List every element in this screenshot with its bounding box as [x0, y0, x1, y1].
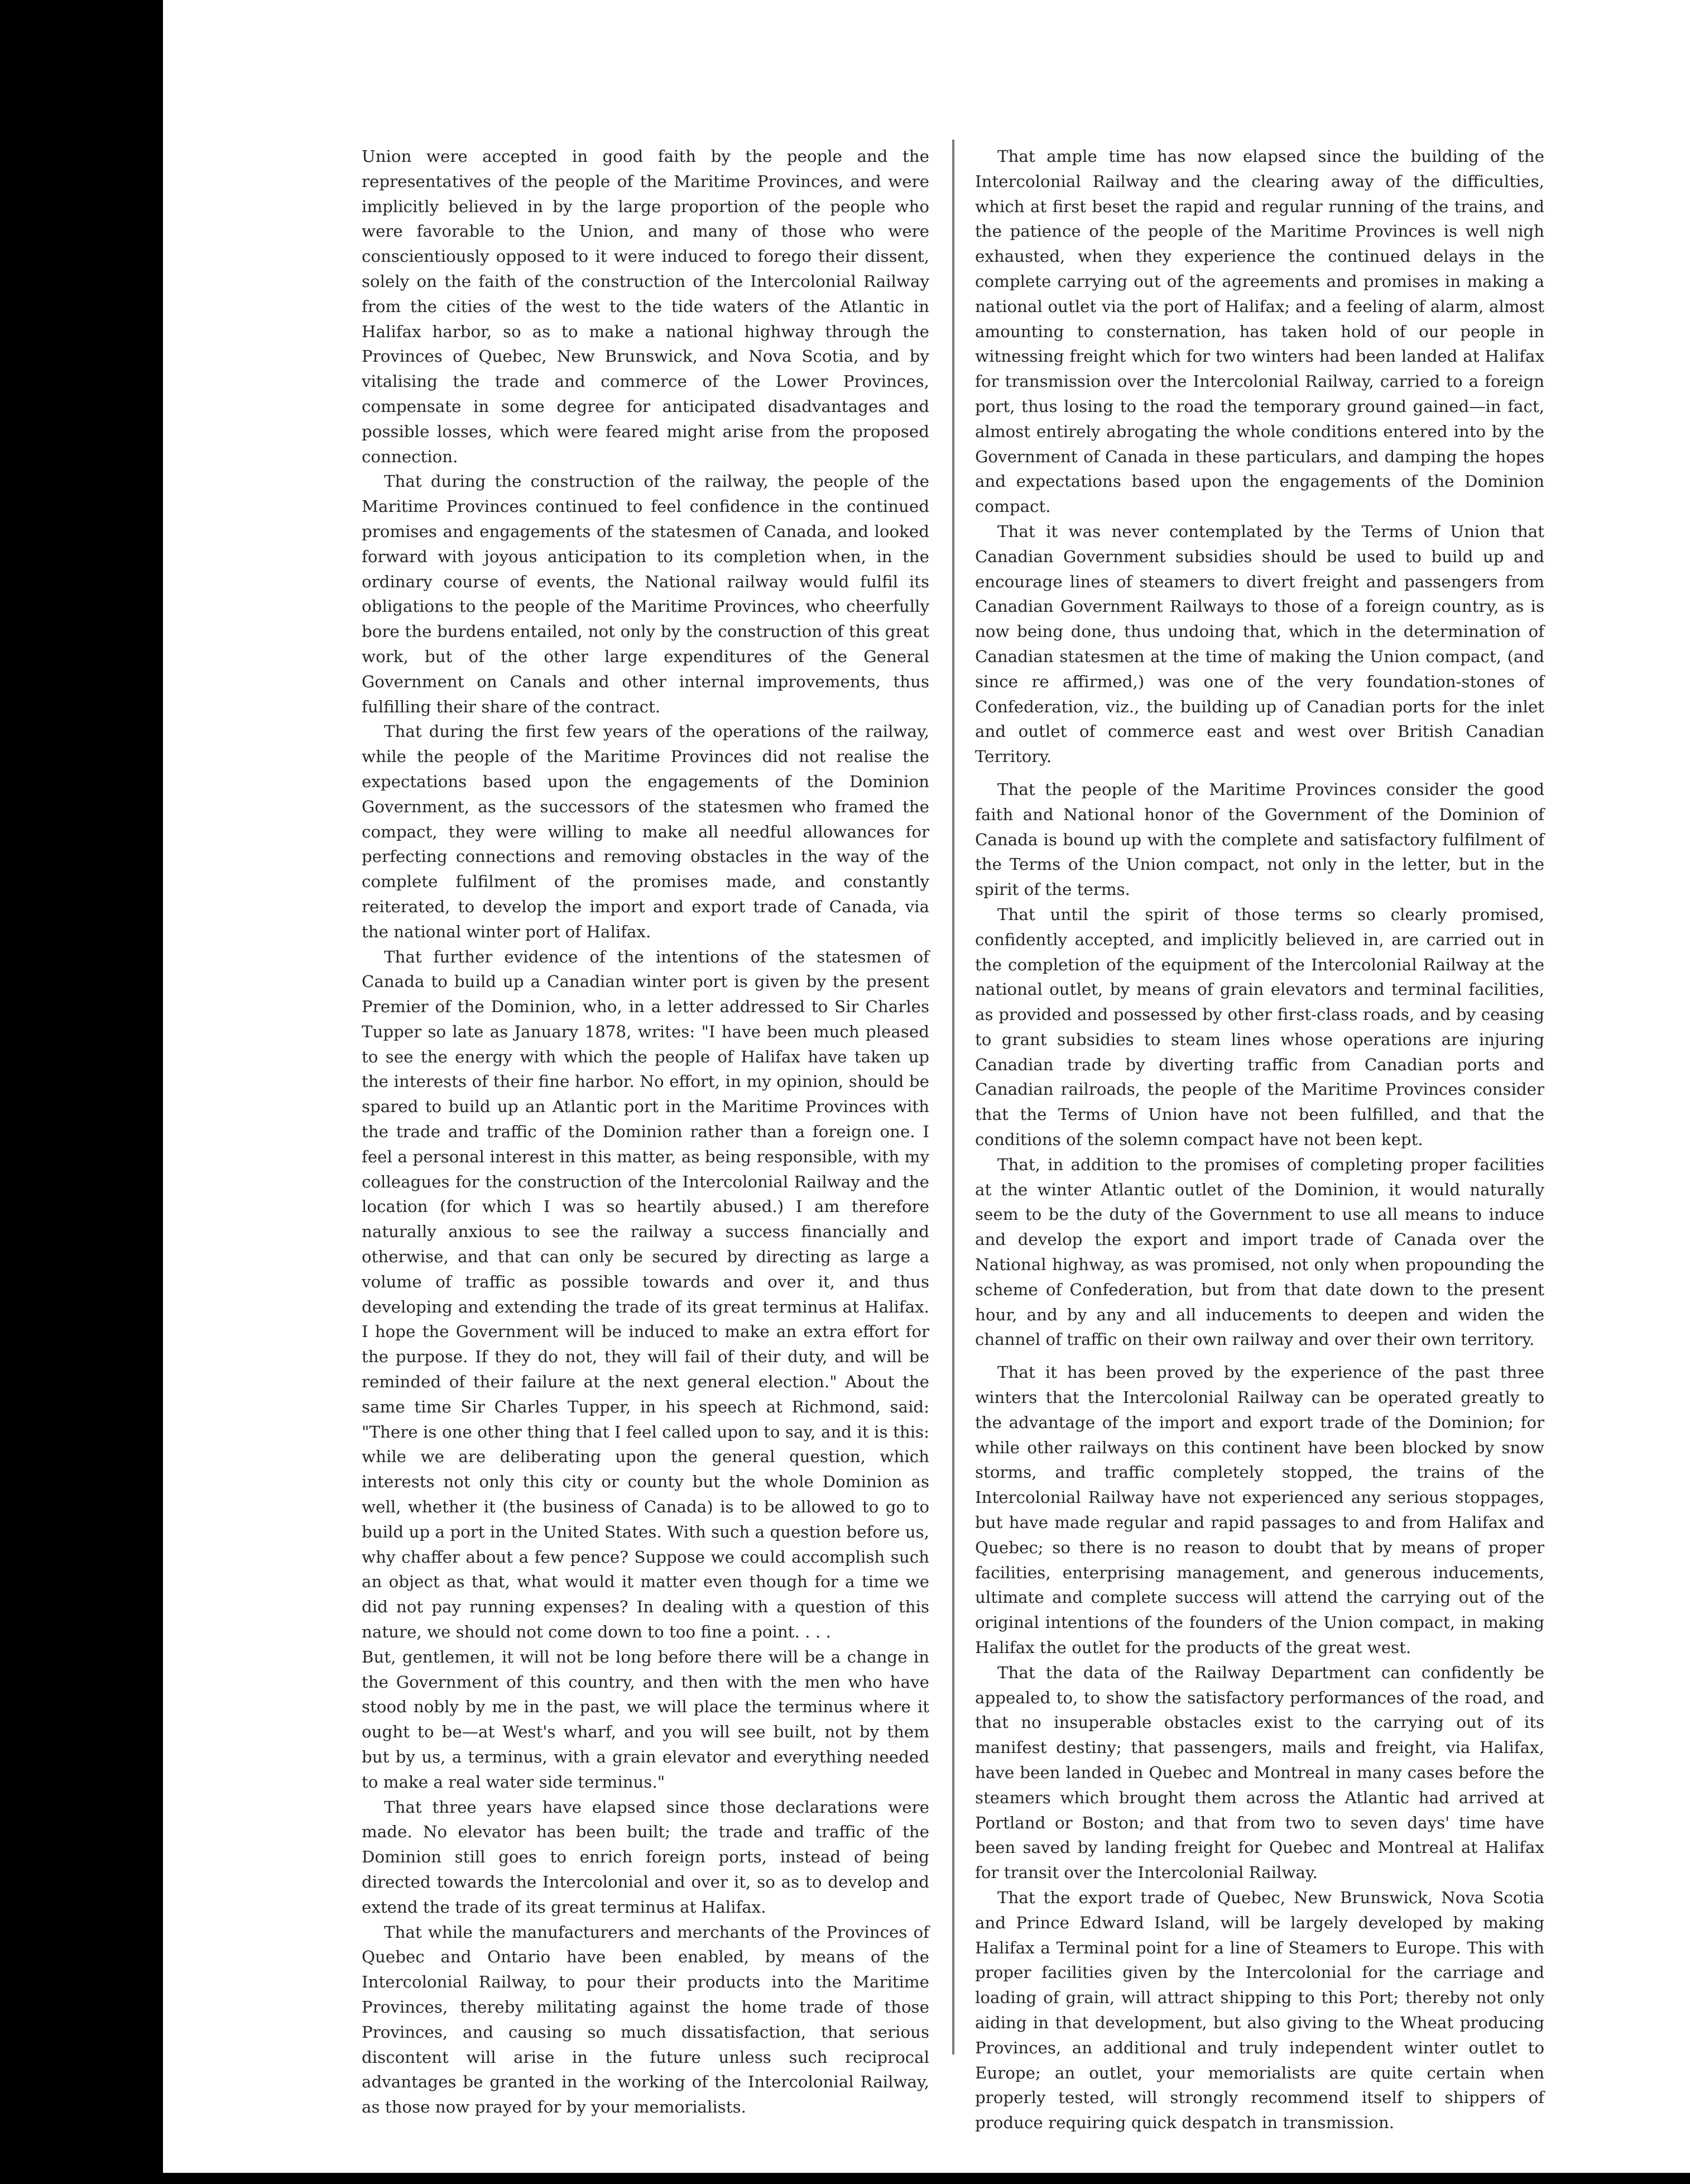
document-page	[163, 0, 1690, 2173]
paragraph: That while the manufacturers and merchants of the Provinces of Quebec and Ontario have been enabled, by means of the Intercolonial Railway, to pour their products into the Maritime Provinces, thereby militating against the home trade of those Provinces, and causing so much dissatisfaction, that serious discontent will arise in the future unless such reciprocal advantages be granted in the working of the Intercolonial Railway, as those now prayed for by your memorialists.	[362, 1922, 929, 2117]
paragraph: That the people of the Maritime Provinces consider the good faith and National honor of the Government of the Dominion of Canada is bound up with the complete and satisfactory fulfilment of the Terms of the Union compact, not only in the letter, but in the spirit of the terms.	[975, 779, 1544, 899]
paragraph: Union were accepted in good faith by the people and the representatives of the people of the Maritime Provinces, and were implicitly believed in by the large proportion of the people who were favorable to the Union, and many of those who were conscientiously opposed to it were induced to forego their dissent, solely on the faith of the construction of the Intercolonial Railway from the cities of the west to the tide waters of the Atlantic in Halifax harbor, so as to make a national highway through the Provinces of Quebec, New Brunswick, and Nova Scotia, and by vitalising the trade and commerce of the Lower Provinces, compensate in some degree for anticipated disadvantages and possible losses, which were feared might arise from the proposed connection.	[362, 147, 929, 466]
paragraph: That the data of the Railway Department can confidently be appealed to, to show the satisfactory performances of the road, and that no insuperable obstacles exist to the carrying out of its manifest destiny; that passengers, mails and freight, via Halifax, have been landed in Quebec and Montreal in many cases before the steamers which brought them across the Atlantic had arrived at Portland or Boston; and that from two to seven days' time have been saved by landing freight for Quebec and Montreal at Halifax for transit over the Intercolonial Railway.	[975, 1663, 1544, 1883]
paragraph: That three years have elapsed since those declarations were made. No elevator has been built; the trade and traffic of the Dominion still goes to enrich foreign ports, instead of being directed towards the Intercolonial and over it, so as to develop and extend the trade of its great terminus at Halifax.	[362, 1797, 929, 1917]
left-column	[362, 144, 929, 2120]
paragraph: That during the construction of the railway, the people of the Maritime Provinces continued to feel confidence in the continued promises and engagements of the statesmen of Canada, and looked forward with joyous anticipation to its completion when, in the ordinary course of events, the National railway would fulfil its obligations to the people of the Maritime Provinces, who cheerfully bore the burdens entailed, not only by the construction of this great work, but of the other large expenditures of the General Government on Canals and other internal improvements, thus fulfilling their share of the contract.	[362, 472, 929, 716]
paragraph: That further evidence of the intentions of the statesmen of Canada to build up a Canadian winter port is given by the present Premier of the Dominion, who, in a letter addressed to Sir Charles Tupper so late as January 1878, writes: "I have been much pleased to see the energy with which the people of Halifax have taken up the interests of their fine harbor. No effort, in my opinion, should be spared to build up an Atlantic port in the Maritime Provinces with the trade and traffic of the Dominion rather than a foreign one. I feel a personal interest in this matter, as being responsible, with my colleagues for the construction of the Intercolonial Railway and the location (for which I was so heartily abused.) I am therefore naturally anxious to see the railway a success financially and otherwise, and that can only be secured by directing as large a volume of traffic as possible towards and over it, and thus developing and extending the trade of its great terminus at Halifax. I hope the Government will be induced to make an extra effort for the purpose. If they do not, they will fail of their duty, and will be reminded of their failure at the next general election." About the same time Sir Charles Tupper, in his speech at Richmond, said: "There is one other thing that I feel called upon to say, and it is this: while we are deliberating upon the general question, which interests not only this city or county but the whole Dominion as well, whether it (the business of Canada) is to be allowed to go to build up a port in the United States. With such a question before us, why chaffer about a few pence? Suppose we could accomplish such an object as that, what would it matter even though for a time we did not pay running expenses? In dealing with a question of this nature, we should not come down to too fine a point. . . .	[362, 947, 929, 1642]
paragraph: That it was never contemplated by the Terms of Union that Canadian Government subsidies should be used to build up and encourage lines of steamers to divert freight and passengers from Canadian Government Railways to those of a foreign country, as is now being done, thus undoing that, which in the determination of Canadian statesmen at the time of making the Union compact, (and since re affirmed,) was one of the very foundation-stones of Confederation, viz., the building up of Canadian ports for the inlet and outlet of commerce east and west over British Canadian Territory.	[975, 521, 1544, 767]
paragraph: That the export trade of Quebec, New Brunswick, Nova Scotia and Prince Edward Island, will be largely developed by making Halifax a Terminal point for a line of Steamers to Europe. This with proper facilities given by the Intercolonial for the carriage and loading of grain, will attract shipping to this Port; thereby not only aiding in that development, but also giving to the Wheat producing Provinces, an additional and truly independent winter outlet to Europe; an outlet, your memorialists are quite certain when properly tested, will strongly recommend itself to shippers of produce requiring quick despatch in transmission.	[975, 1888, 1544, 2133]
paragraph: But, gentlemen, it will not be long before there will be a change in the Government of this country, and then with the men who have stood nobly by me in the past, we will place the terminus where it ought to be—at West's wharf, and you will see built, not by them but by us, a terminus, with a grain elevator and everything needed to make a real water side terminus."	[362, 1647, 929, 1792]
paragraph: That it has been proved by the experience of the past three winters that the Intercolonial Railway can be operated greatly to the advantage of the import and export trade of the Dominion; for while other railways on this continent have been blocked by snow storms, and traffic completely stopped, the trains of the Intercolonial Railway have not experienced any serious stoppages, but have made regular and rapid passages to and from Halifax and Quebec; so there is no reason to doubt that by means of proper facilities, enterprising management, and generous inducements, ultimate and complete success will attend the carrying out of the original intentions of the founders of the Union compact, in making Halifax the outlet for the products of the great west.	[975, 1363, 1544, 1658]
paragraph: That during the first few years of the operations of the railway, while the people of the Maritime Provinces did not realise the expectations based upon the engagements of the Dominion Government, as the successors of the statesmen who framed the compact, they were willing to make all needful allowances for perfecting connections and removing obstacles in the way of the complete fulfilment of the promises made, and constantly reiterated, to develop the import and export trade of Canada, via the national winter port of Halifax.	[362, 722, 929, 941]
paragraph: That ample time has now elapsed since the building of the Intercolonial Railway and the clearing away of the difficulties, which at first beset the rapid and regular running of the trains, and the patience of the people of the Maritime Provinces is well nigh exhausted, when they experience the continued delays in the complete carrying out of the agreements and promises in making a national outlet via the port of Halifax; and a feeling of alarm, almost amounting to consternation, has taken hold of our people in witnessing freight which for two winters had been landed at Halifax for transmission over the Intercolonial Railway, carried to a foreign port, thus losing to the road the temporary ground gained—in fact, almost entirely abrogating the whole conditions entered into by the Government of Canada in these particulars, and damping the hopes and expectations based upon the engagements of the Dominion compact.	[975, 147, 1544, 516]
paragraph: That until the spirit of those terms so clearly promised, confidently accepted, and implicitly believed in, are carried out in the completion of the equipment of the Intercolonial Railway at the national outlet, by means of grain elevators and terminal facilities, as provided and possessed by other first-class roads, and by ceasing to grant subsidies to steam lines whose operations are injuring Canadian trade by diverting traffic from Canadian ports and Canadian railroads, the people of the Maritime Provinces consider that the Terms of Union have not been fulfilled, and that the conditions of the solemn compact have not been kept.	[975, 904, 1544, 1150]
paragraph: That, in addition to the promises of completing proper facilities at the winter Atlantic outlet of the Dominion, it would naturally seem to be the duty of the Government to use all means to induce and develop the export and import trade of Canada over the National highway, as was promised, not only when propounding the scheme of Confederation, but from that date down to the present hour, and by any and all inducements to deepen and widen the channel of traffic on their own railway and over their own territory.	[975, 1155, 1544, 1349]
column-divider	[952, 140, 954, 2054]
scan-left-border	[0, 0, 163, 2184]
scan-bottom-border	[0, 2173, 1690, 2184]
right-column	[975, 144, 1544, 2135]
